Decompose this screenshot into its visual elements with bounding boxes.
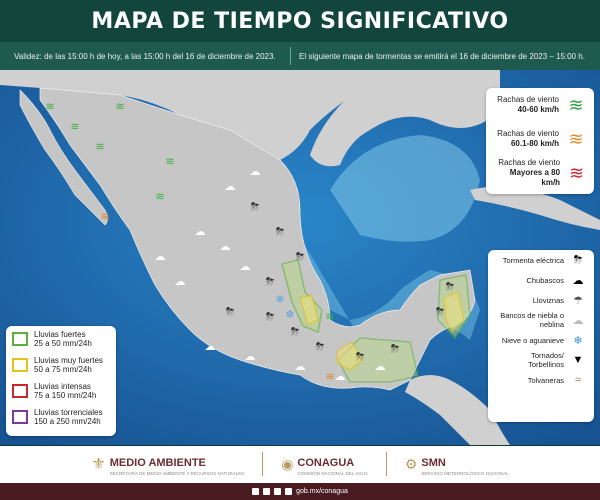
snow-icon: ❄ <box>573 334 583 347</box>
validity-separator <box>290 47 291 65</box>
footer <box>0 446 600 500</box>
storm-icon: ⛈ <box>290 326 300 338</box>
facebook-icon[interactable] <box>252 488 259 495</box>
wind-orange-icon: ≋ <box>568 128 584 149</box>
drizzle-icon: ☂ <box>573 294 583 307</box>
divider <box>262 452 263 476</box>
symbol-label: Tornados/ Torbellinos <box>528 351 564 369</box>
wind-icon: ≋ <box>165 156 175 168</box>
page-title: MAPA DE TIEMPO SIGNIFICATIVO <box>91 8 509 34</box>
fog-icon: ☁ <box>374 361 386 373</box>
next-map-text: El siguiente mapa de tormentas se emitirá el 16 de diciembre de 2023 – 15:00 h. <box>299 51 585 61</box>
symbol-legend-row <box>488 350 594 370</box>
logo-row <box>0 446 600 482</box>
symbol-legend-row <box>488 270 594 290</box>
social-bar <box>0 483 600 500</box>
symbol-legend-row <box>488 290 594 310</box>
wind-legend <box>486 88 594 194</box>
wind-icon: ≋ <box>45 101 55 113</box>
storm-icon: ⛈ <box>265 276 275 288</box>
rain-legend <box>6 326 116 436</box>
storm-icon: ⛈ <box>390 343 400 355</box>
wind-legend-label: Rachas de viento 60.1-80 km/h <box>497 129 559 148</box>
water-drop-icon: ◉ <box>281 455 294 472</box>
showers-icon: ☁ <box>224 181 236 193</box>
validity-bar <box>0 42 600 70</box>
symbol-label: Tormenta eléctrica <box>502 255 564 265</box>
rain-label: Lluvias torrenciales 150 a 250 mm/24h <box>34 408 103 426</box>
showers-icon: ☁ <box>219 241 231 253</box>
rain-torrential-swatch <box>12 410 28 424</box>
symbol-legend-row <box>488 250 594 270</box>
showers-icon: ☁ <box>204 341 216 353</box>
fog-icon: ☁ <box>174 276 186 288</box>
fog-icon: ☁ <box>294 361 306 373</box>
smn-logo: ⚙ SMN SERVICIO METEOROLÓGICO NACIONAL <box>404 455 509 476</box>
fog-icon: ☁ <box>572 314 584 327</box>
storm-icon: ⛈ <box>295 251 305 263</box>
snow-icon: ❄ <box>285 309 295 321</box>
symbol-legend-row <box>488 370 594 390</box>
rain-label: Lluvias muy fuertes 50 a 75 mm/24h <box>34 356 103 374</box>
wind-icon: ≋ <box>95 141 105 153</box>
rain-legend-row <box>6 326 116 352</box>
symbol-legend <box>488 250 594 422</box>
showers-icon: ☁ <box>244 351 256 363</box>
tornado-icon: ▼ <box>572 354 584 366</box>
wind-green-icon: ≋ <box>568 94 584 115</box>
showers-icon: ☁ <box>239 261 251 273</box>
youtube-icon[interactable] <box>285 488 292 495</box>
rain-strong-swatch <box>12 332 28 346</box>
showers-icon: ☁ <box>194 226 206 238</box>
wind-icon: ≋ <box>115 101 125 113</box>
symbol-legend-row <box>488 330 594 350</box>
symbol-label: Chubascos <box>526 275 564 285</box>
wind-icon: ≋ <box>100 211 110 223</box>
medio-ambiente-logo: ⚜ MEDIO AMBIENTE SECRETARÍA DE MEDIO AMBIENTE Y RECURSOS NATURALES <box>91 456 245 476</box>
rain-legend-row <box>6 378 116 404</box>
storm-icon: ⛈ <box>225 306 235 318</box>
wind-legend-row <box>486 122 594 156</box>
storm-icon: ⛈ <box>435 306 445 318</box>
symbol-label: Nieve o aguanieve <box>501 335 564 345</box>
storm-icon: ⛈ <box>315 341 325 353</box>
fog-icon: ☁ <box>334 371 346 383</box>
wind-icon: ≋ <box>325 371 335 383</box>
twitter-icon[interactable] <box>263 488 270 495</box>
wind-icon: ≋ <box>325 311 335 323</box>
showers-icon: ☁ <box>249 166 261 178</box>
wind-legend-row <box>486 88 594 122</box>
rain-legend-row <box>6 404 116 430</box>
wind-legend-row <box>486 156 594 190</box>
storm-icon: ⛈ <box>250 201 260 213</box>
symbol-label: Tolvaneras <box>527 375 564 385</box>
storm-icon: ⛈ <box>445 281 455 293</box>
title-bar <box>0 0 600 42</box>
symbol-label: Bancos de niebla o neblina <box>500 311 564 329</box>
rain-very-strong-swatch <box>12 358 28 372</box>
validity-text: Validez: de las 15:00 h de hoy, a las 15:00 h del 16 de diciembre de 2023. <box>14 51 276 61</box>
rain-label: Lluvias intensas 75 a 150 mm/24h <box>34 382 97 400</box>
symbol-legend-row <box>488 310 594 330</box>
footer-link[interactable]: gob.mx/conagua <box>296 488 348 495</box>
rain-intense-swatch <box>12 384 28 398</box>
fog-icon: ☁ <box>154 251 166 263</box>
showers-icon: ☁ <box>572 274 584 287</box>
storm-icon: ⛈ <box>265 311 275 323</box>
storm-icon: ⛈ <box>275 226 285 238</box>
wind-red-icon: ≋ <box>568 162 585 183</box>
wind-icon: ≋ <box>70 121 80 133</box>
snow-icon: ❄ <box>275 294 285 306</box>
divider <box>386 452 387 476</box>
storm-icon: ⛈ <box>355 351 365 363</box>
instagram-icon[interactable] <box>274 488 281 495</box>
rain-legend-row <box>6 352 116 378</box>
storm-icon: ⛈ <box>573 253 583 266</box>
wind-icon: ≋ <box>155 191 165 203</box>
gear-icon: ⚙ <box>404 455 418 472</box>
wind-legend-label: Rachas de viento Mayores a 80 km/h <box>498 158 561 187</box>
conagua-logo: ◉ CONAGUA COMISIÓN NACIONAL DEL AGUA <box>281 455 368 476</box>
dust-icon: ≈ <box>574 374 582 386</box>
rain-label: Lluvias fuertes 25 a 50 mm/24h <box>34 330 92 348</box>
wind-legend-label: Rachas de viento 40-60 km/h <box>497 95 559 114</box>
symbol-label: Lloviznas <box>532 295 564 305</box>
shield-icon: ⚜ <box>91 456 106 473</box>
